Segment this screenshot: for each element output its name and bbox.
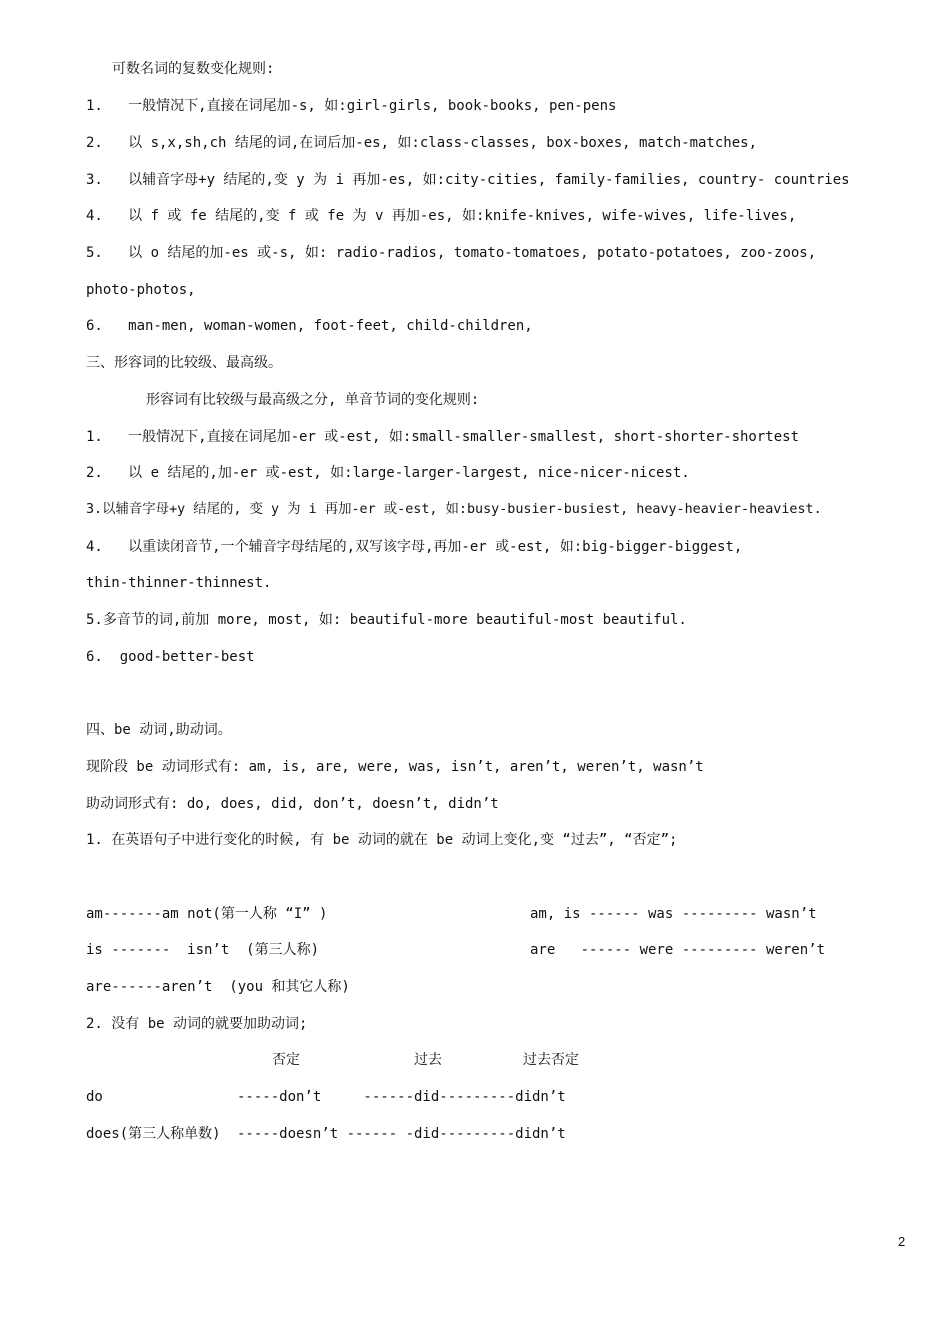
be-negation-row: am-------am not(第一人称 “I” )	[86, 906, 328, 922]
adjective-rule-1: 1. 一般情况下,直接在词尾加-er 或-est, 如:small-smaller-smallest, short-shorter-shortest	[86, 429, 800, 445]
be-forms: 现阶段 be 动词形式有: am, is, are, were, was, isn’t, aren’t, weren’t, wasn’t	[86, 759, 704, 775]
be-rule-2: 2. 没有 be 动词的就要加助动词;	[86, 1016, 308, 1032]
header-negative: 否定	[272, 1052, 300, 1068]
be-past-row: are ------ were --------- weren’t	[530, 942, 826, 958]
plural-rule-3: 3. 以辅音字母+y 结尾的,变 y 为 i 再加-es, 如:city-cities, family-families, country- countries	[86, 172, 850, 188]
be-past-row: am, is ------ was --------- wasn’t	[530, 906, 817, 922]
header-past: 过去	[414, 1052, 442, 1068]
aux-forms: 助动词形式有: do, does, did, don’t, doesn’t, didn’t	[86, 796, 499, 812]
adjective-intro: 形容词有比较级与最高级之分, 单音节词的变化规则:	[146, 392, 480, 408]
aux-row-forms: -----doesn’t ------ -did---------didn’t	[237, 1126, 566, 1142]
plural-rule-6: 6. man-men, woman-women, foot-feet, child-children,	[86, 318, 533, 334]
plural-rule-5-cont: photo-photos,	[86, 282, 196, 298]
aux-row-base: do	[86, 1089, 103, 1105]
page-number: 2	[898, 1234, 906, 1249]
plural-rule-1: 1. 一般情况下,直接在词尾加-s, 如:girl-girls, book-books, pen-pens	[86, 98, 617, 114]
adjective-rule-5: 5.多音节的词,前加 more, most, 如: beautiful-more beautiful-most beautiful.	[86, 612, 687, 628]
plural-heading: 可数名词的复数变化规则:	[112, 61, 275, 77]
be-rule-1: 1. 在英语句子中进行变化的时候, 有 be 动词的就在 be 动词上变化,变 “过去”, “否定”;	[86, 832, 678, 848]
aux-row-base: does(第三人称单数)	[86, 1126, 221, 1142]
header-past-negative: 过去否定	[523, 1052, 579, 1068]
plural-rule-5: 5. 以 o 结尾的加-es 或-s, 如: radio-radios, tomato-tomatoes, potato-potatoes, zoo-zoos,	[86, 245, 817, 261]
adjective-rule-6: 6. good-better-best	[86, 649, 255, 665]
be-heading: 四、be 动词,助动词。	[86, 722, 232, 738]
plural-rule-4: 4. 以 f 或 fe 结尾的,变 f 或 fe 为 v 再加-es, 如:knife-knives, wife-wives, life-lives,	[86, 208, 797, 224]
adjective-heading: 三、形容词的比较级、最高级。	[86, 355, 282, 371]
adjective-rule-4: 4. 以重读闭音节,一个辅音字母结尾的,双写该字母,再加-er 或-est, 如:big-bigger-biggest,	[86, 539, 743, 555]
adjective-rule-3: 3.以辅音字母+y 结尾的, 变 y 为 i 再加-er 或-est, 如:busy-busier-busiest, heavy-heavier-heaviest.	[86, 502, 822, 517]
adjective-rule-2: 2. 以 e 结尾的,加-er 或-est, 如:large-larger-largest, nice-nicer-nicest.	[86, 465, 690, 481]
be-negation-row: is ------- isn’t (第三人称)	[86, 942, 320, 958]
be-negation-row: are------aren’t (you 和其它人称)	[86, 979, 350, 995]
aux-row-forms: -----don’t ------did---------didn’t	[237, 1089, 566, 1105]
adjective-rule-4-cont: thin-thinner-thinnest.	[86, 575, 272, 591]
plural-rule-2: 2. 以 s,x,sh,ch 结尾的词,在词后加-es, 如:class-classes, box-boxes, match-matches,	[86, 135, 758, 151]
